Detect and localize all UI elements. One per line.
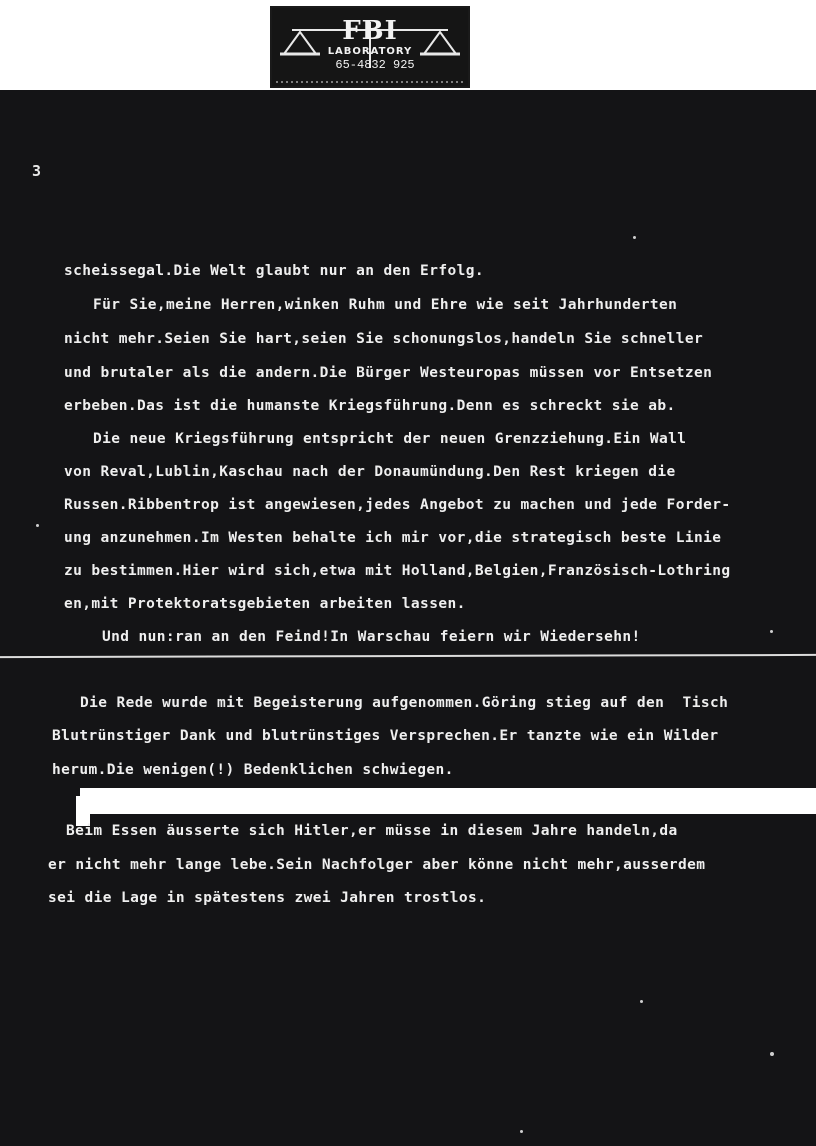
torn-paper-strip xyxy=(80,788,816,814)
text-line: erbeben.Das ist die humanste Kriegsführung.Denn es schreckt sie ab. xyxy=(64,398,676,414)
stamp-subtitle: LABORATORY xyxy=(327,46,413,57)
stamp-number: 65-4832 925 xyxy=(335,58,415,72)
text-line: und brutaler als die andern.Die Bürger Westeuropas müssen vor Entsetzen xyxy=(64,365,713,381)
text-line: Blutrünstiger Dank und blutrünstiges Versprechen.Er tanzte wie ein Wilder xyxy=(52,728,719,744)
text-line: nicht mehr.Seien Sie hart,seien Sie schonungslos,handeln Sie schneller xyxy=(64,331,704,347)
text-line: en,mit Protektoratsgebieten arbeiten lassen. xyxy=(64,596,466,612)
text-line: Beim Essen äusserte sich Hitler,er müsse in diesem Jahre handeln,da xyxy=(66,823,678,839)
text-line: herum.Die wenigen(!) Bedenklichen schwiegen. xyxy=(52,762,454,778)
text-line: er nicht mehr lange lebe.Sein Nachfolger aber könne nicht mehr,ausserdem xyxy=(48,857,706,873)
text-line: ung anzunehmen.Im Westen behalte ich mir vor,die strategisch beste Linie xyxy=(64,530,722,546)
document-page xyxy=(0,90,816,1146)
text-line: scheissegal.Die Welt glaubt nur an den Erfolg. xyxy=(64,263,484,279)
paper-speck xyxy=(770,1052,774,1056)
paper-speck xyxy=(520,1130,523,1133)
text-line: sei die Lage in spätestens zwei Jahren trostlos. xyxy=(48,890,487,906)
text-line: zu bestimmen.Hier wird sich,etwa mit Holland,Belgien,Französisch-Lothring xyxy=(64,563,731,579)
page-number: 3 xyxy=(32,162,42,180)
text-line: Für Sie,meine Herren,winken Ruhm und Ehre wie seit Jahrhunderten xyxy=(93,297,678,313)
text-line: Die Rede wurde mit Begeisterung aufgenommen.Göring stieg auf den Tisch xyxy=(80,695,729,711)
paper-speck xyxy=(633,236,636,239)
fbi-laboratory-stamp xyxy=(270,6,470,88)
text-line: von Reval,Lublin,Kaschau nach der Donaumündung.Den Rest kriegen die xyxy=(64,464,676,480)
stamp-title: FBI xyxy=(342,16,398,46)
text-line: Und nun:ran an den Feind!In Warschau feiern wir Wiedersehn! xyxy=(102,629,641,645)
paper-speck xyxy=(36,524,39,527)
text-line: Die neue Kriegsführung entspricht der neuen Grenzziehung.Ein Wall xyxy=(93,431,687,447)
text-line: Russen.Ribbentrop ist angewiesen,jedes Angebot zu machen und jede Forder- xyxy=(64,497,731,513)
paper-speck xyxy=(640,1000,643,1003)
paper-speck xyxy=(770,630,773,633)
